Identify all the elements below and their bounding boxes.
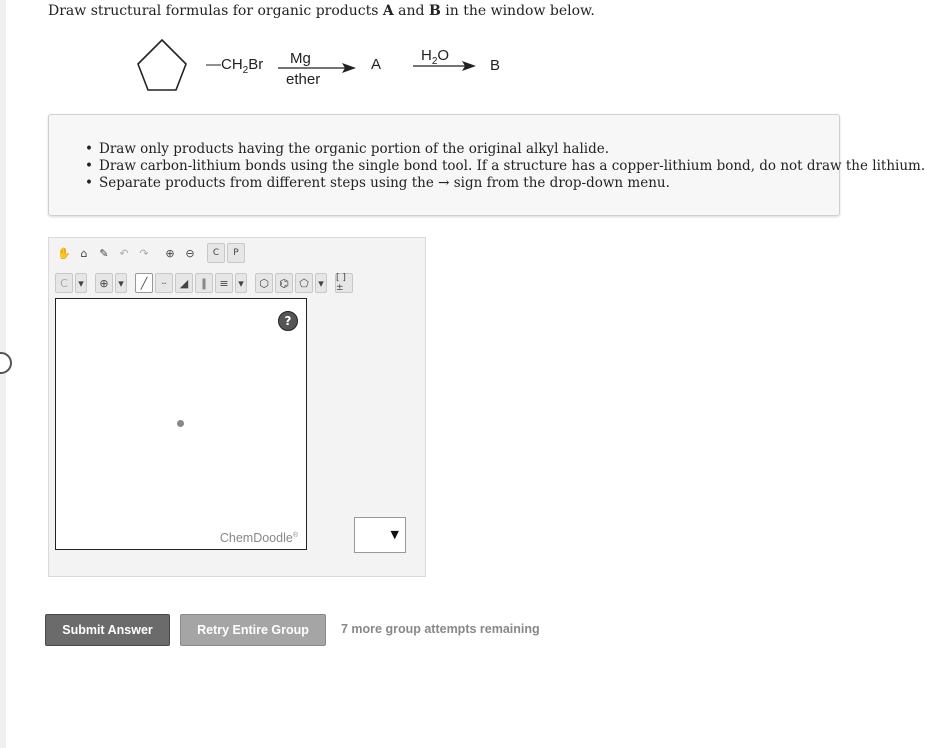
eraser-icon[interactable]: ✎ bbox=[99, 246, 109, 260]
question-text bbox=[48, 3, 595, 19]
question-mid: and bbox=[393, 3, 429, 19]
instructions-box bbox=[48, 114, 925, 216]
dashed-bond-icon[interactable]: ┄ bbox=[155, 273, 173, 293]
help-icon[interactable]: ? bbox=[278, 311, 298, 331]
paste-icon[interactable]: P bbox=[227, 243, 245, 263]
charge-plus-icon[interactable]: ⊕ bbox=[95, 273, 113, 293]
charge-dropdown-icon[interactable]: ▾ bbox=[115, 273, 127, 293]
question-prefix: Draw structural formulas for organic products bbox=[48, 3, 383, 19]
product-b-label: B bbox=[490, 57, 501, 74]
question-product-a: A bbox=[382, 3, 394, 19]
canvas-center-dot bbox=[177, 420, 184, 427]
submit-answer-button[interactable]: Submit Answer bbox=[45, 614, 170, 646]
double-bond-icon[interactable]: ∥ bbox=[195, 273, 213, 293]
cyclopentane-ring bbox=[138, 40, 186, 90]
question-suffix: in the window below. bbox=[440, 3, 595, 19]
copy-icon[interactable]: C bbox=[207, 243, 225, 263]
toolbar-row-1 bbox=[55, 242, 247, 264]
reaction-graphics bbox=[130, 36, 530, 100]
instruction-item: • Draw carbon-lithium bonds using the single bond tool. If a structure has a copper-lithium bond, do not draw the lithium. bbox=[99, 158, 925, 175]
wedge-bond-icon[interactable]: ◢ bbox=[175, 273, 193, 293]
reagent-mg: Mg bbox=[290, 50, 311, 67]
pan-hand-icon[interactable]: ✋ bbox=[57, 246, 71, 260]
erase-icon[interactable]: ⌂ bbox=[80, 246, 88, 260]
left-edge-strip bbox=[0, 0, 6, 748]
reagent-ether: ether bbox=[286, 71, 321, 88]
toolbar-row-2 bbox=[55, 272, 355, 294]
chemdoodle-sketcher bbox=[48, 237, 426, 577]
retry-group-button[interactable]: Retry Entire Group bbox=[180, 614, 326, 646]
single-bond-icon[interactable]: ╱ bbox=[135, 273, 153, 293]
side-nav-circle[interactable] bbox=[0, 352, 12, 374]
chemdoodle-watermark: ChemDoodle® bbox=[219, 531, 298, 545]
pentagon-ring-icon[interactable]: ⬠ bbox=[295, 273, 313, 293]
zoom-in-icon[interactable]: ⊕ bbox=[165, 246, 175, 260]
question-product-b: B bbox=[428, 3, 441, 19]
triple-bond-icon[interactable]: ≡ bbox=[215, 273, 233, 293]
reaction-arrow-select[interactable] bbox=[354, 517, 406, 553]
reaction-scheme bbox=[130, 36, 530, 100]
instructions-list bbox=[99, 141, 925, 192]
bond-dropdown-icon[interactable]: ▾ bbox=[235, 273, 247, 293]
zoom-out-icon[interactable]: ⊖ bbox=[185, 246, 195, 260]
product-a-label: A bbox=[371, 56, 382, 73]
instruction-item: • Draw only products having the organic portion of the original alkyl halide. bbox=[99, 141, 925, 158]
element-dropdown-icon[interactable]: ▾ bbox=[75, 273, 87, 293]
select-caret-icon: ▼ bbox=[390, 528, 399, 541]
instruction-item: • Separate products from different steps using the → sign from the drop-down menu. bbox=[99, 175, 925, 192]
redo-icon[interactable]: ↷ bbox=[139, 246, 149, 260]
element-carbon-icon[interactable]: C bbox=[55, 273, 73, 293]
benzene-ring-icon[interactable]: ⌬ bbox=[275, 273, 293, 293]
ch2br-label: $—CH_2Br$ bbox=[206, 56, 264, 76]
reagent-h2o: $H_2O$ bbox=[421, 47, 450, 67]
drawing-canvas[interactable] bbox=[55, 298, 307, 550]
undo-icon[interactable]: ↶ bbox=[119, 246, 129, 260]
hexagon-ring-icon[interactable]: ⬡ bbox=[255, 273, 273, 293]
attempts-remaining: 7 more group attempts remaining bbox=[341, 622, 540, 636]
ring-dropdown-icon[interactable]: ▾ bbox=[315, 273, 327, 293]
bracket-icon[interactable]: [ ]± bbox=[335, 273, 353, 293]
